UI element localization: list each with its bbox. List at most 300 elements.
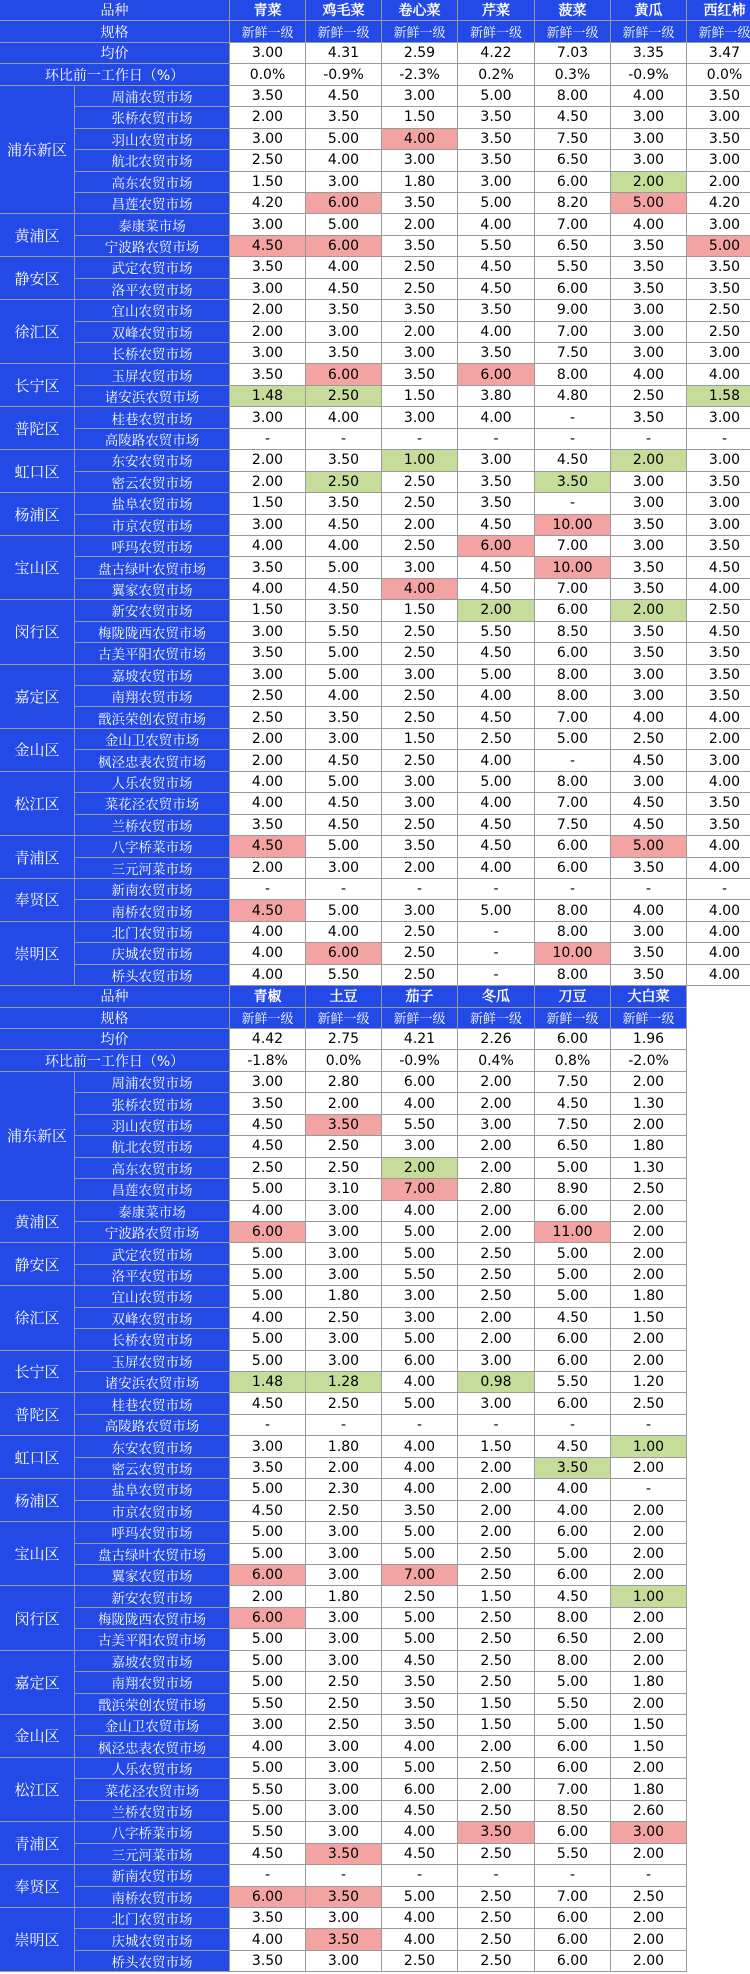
price-cell: 3.00: [306, 322, 382, 343]
price-cell: 6.00: [535, 1201, 611, 1222]
price-cell: 2.50: [306, 1308, 382, 1329]
market-name: 三元河菜市场: [75, 858, 230, 879]
price-cell: 4.50: [458, 279, 535, 300]
empty-cell: [687, 1565, 750, 1586]
average-price-label: 均价: [0, 1029, 230, 1050]
market-name: 洛平农贸市场: [75, 279, 230, 300]
price-cell: 5.00: [230, 1758, 306, 1779]
price-cell: 5.00: [535, 1243, 611, 1264]
product-spec: 新鲜一级: [611, 21, 687, 42]
market-name: 高东农贸市场: [75, 172, 230, 193]
header-category-label: 品种: [0, 986, 230, 1007]
price-cell: 4.50: [611, 793, 687, 814]
empty-cell: [687, 1651, 750, 1672]
price-cell: 5.00: [306, 557, 382, 578]
price-cell: 3.00: [306, 1522, 382, 1543]
price-cell: 2.00: [230, 729, 306, 750]
price-cell: -: [458, 1865, 535, 1886]
price-cell: -: [230, 879, 306, 900]
price-cell: 5.00: [382, 1887, 458, 1908]
price-cell: 4.50: [230, 236, 306, 257]
market-name: 八字桥菜市场: [75, 1822, 230, 1843]
price-cell: 2.50: [611, 1887, 687, 1908]
price-cell: 3.00: [382, 1286, 458, 1307]
price-cell: 7.00: [535, 1887, 611, 1908]
empty-cell: [687, 1865, 750, 1886]
empty-cell: [687, 1715, 750, 1736]
price-cell: 2.00: [611, 1629, 687, 1650]
price-cell: 3.00: [687, 515, 750, 536]
price-cell: 2.50: [382, 707, 458, 728]
market-name: 周浦农贸市场: [75, 1072, 230, 1093]
price-cell: 2.00: [458, 1201, 535, 1222]
price-cell: -: [306, 1415, 382, 1436]
market-name: 新南农贸市场: [75, 879, 230, 900]
price-cell: 3.50: [687, 815, 750, 836]
market-name: 诸安浜农贸市场: [75, 1372, 230, 1393]
district-name: 奉贤区: [0, 879, 75, 922]
price-cell: 2.00: [611, 1844, 687, 1865]
average-price-value: 4.21: [382, 1029, 458, 1050]
market-name: 东安农贸市场: [75, 1436, 230, 1457]
price-cell: 2.00: [458, 1779, 535, 1800]
price-cell: 3.00: [687, 107, 750, 128]
price-cell: 5.00: [306, 665, 382, 686]
market-name: 宁波路农贸市场: [75, 236, 230, 257]
price-cell: 2.50: [458, 1286, 535, 1307]
price-cell: 5.00: [458, 772, 535, 793]
price-cell: 2.50: [306, 1694, 382, 1715]
price-cell: 4.50: [535, 1436, 611, 1457]
price-cell: 4.50: [611, 750, 687, 771]
price-cell: 2.50: [458, 1629, 535, 1650]
price-cell: 2.50: [230, 150, 306, 171]
price-cell: -: [535, 493, 611, 514]
district-name: 长宁区: [0, 364, 75, 407]
price-cell: 2.50: [230, 686, 306, 707]
empty-cell: [687, 1629, 750, 1650]
price-cell: 1.58: [687, 386, 750, 407]
price-cell: 1.50: [458, 1436, 535, 1457]
price-cell: 3.50: [230, 1458, 306, 1479]
market-name: 航北农贸市场: [75, 1136, 230, 1157]
price-cell: 5.00: [306, 836, 382, 857]
empty-cell: [687, 1608, 750, 1629]
price-cell: 3.00: [382, 150, 458, 171]
price-cell: 4.00: [382, 1479, 458, 1500]
price-cell: 4.00: [458, 686, 535, 707]
price-cell: 1.50: [458, 1694, 535, 1715]
price-cell: 1.50: [611, 1736, 687, 1757]
price-cell: 2.50: [382, 922, 458, 943]
price-cell: 2.50: [687, 322, 750, 343]
average-price-value: 4.22: [458, 43, 535, 64]
price-cell: 0.98: [458, 1372, 535, 1393]
price-cell: 5.50: [535, 1694, 611, 1715]
market-name: 新安农贸市场: [75, 600, 230, 621]
price-cell: 4.00: [306, 257, 382, 278]
price-cell: 1.00: [611, 1586, 687, 1607]
price-cell: 2.50: [611, 729, 687, 750]
market-name: 宁波路农贸市场: [75, 1222, 230, 1243]
product-name: 鸡毛菜: [306, 0, 382, 21]
market-name: 东安农贸市场: [75, 450, 230, 471]
price-cell: 6.00: [535, 1758, 611, 1779]
price-cell: 3.00: [458, 1115, 535, 1136]
price-cell: 4.50: [306, 815, 382, 836]
price-cell: 5.00: [230, 1672, 306, 1693]
price-cell: 2.00: [458, 1136, 535, 1157]
price-cell: 5.00: [535, 729, 611, 750]
price-cell: 7.00: [535, 707, 611, 728]
product-name: 大白菜: [611, 986, 687, 1007]
market-name: 戬浜荣创农贸市场: [75, 1694, 230, 1715]
price-cell: 4.50: [230, 1844, 306, 1865]
price-cell: 4.50: [611, 815, 687, 836]
price-cell: 4.00: [230, 1201, 306, 1222]
price-cell: 6.00: [230, 1887, 306, 1908]
price-cell: 2.00: [611, 1544, 687, 1565]
price-cell: 4.00: [382, 1908, 458, 1929]
price-cell: 2.00: [611, 172, 687, 193]
price-cell: -: [611, 429, 687, 450]
price-cell: 3.50: [306, 343, 382, 364]
price-cell: -: [611, 1865, 687, 1886]
price-cell: 2.00: [458, 1501, 535, 1522]
price-cell: 4.00: [230, 943, 306, 964]
product-name: 黄瓜: [611, 0, 687, 21]
price-cell: -: [535, 429, 611, 450]
price-cell: 5.00: [306, 900, 382, 921]
price-cell: 8.20: [535, 193, 611, 214]
price-cell: 6.00: [306, 193, 382, 214]
product-spec: 新鲜一级: [611, 1008, 687, 1029]
price-cell: 6.00: [382, 1072, 458, 1093]
price-cell: 2.00: [230, 450, 306, 471]
price-cell: 4.00: [306, 922, 382, 943]
price-cell: 2.00: [230, 472, 306, 493]
price-cell: 2.00: [611, 1951, 687, 1972]
market-name: 南桥农贸市场: [75, 1887, 230, 1908]
price-cell: 3.00: [382, 407, 458, 428]
price-cell: 4.00: [230, 793, 306, 814]
price-cell: 3.50: [611, 557, 687, 578]
market-name: 新南农贸市场: [75, 1865, 230, 1886]
price-cell: 3.50: [230, 364, 306, 385]
price-cell: 3.50: [611, 643, 687, 664]
price-cell: 3.50: [458, 1822, 535, 1843]
day-change-label: 环比前一工作日（%）: [0, 64, 230, 85]
price-cell: 3.50: [458, 343, 535, 364]
price-cell: 3.00: [306, 1608, 382, 1629]
price-cell: 4.00: [306, 150, 382, 171]
price-cell: 6.00: [535, 1393, 611, 1414]
market-name: 宜山农贸市场: [75, 300, 230, 321]
district-name: 普陀区: [0, 407, 75, 450]
price-cell: 3.00: [306, 1736, 382, 1757]
price-cell: 3.00: [382, 900, 458, 921]
price-cell: 2.50: [611, 1179, 687, 1200]
price-cell: 3.00: [306, 1822, 382, 1843]
price-cell: 5.00: [230, 1629, 306, 1650]
price-cell: 4.50: [535, 1586, 611, 1607]
price-cell: 4.00: [687, 579, 750, 600]
price-cell: 5.00: [230, 1651, 306, 1672]
price-cell: 4.00: [306, 536, 382, 557]
price-cell: 3.50: [230, 257, 306, 278]
price-cell: 5.50: [382, 1265, 458, 1286]
product-spec: 新鲜一级: [230, 1008, 306, 1029]
price-cell: 6.00: [382, 1351, 458, 1372]
price-cell: 2.50: [458, 1565, 535, 1586]
price-cell: 5.00: [535, 1265, 611, 1286]
price-cell: 7.50: [535, 1115, 611, 1136]
price-cell: 4.50: [535, 1093, 611, 1114]
market-name: 桂巷农贸市场: [75, 407, 230, 428]
average-price-label: 均价: [0, 43, 230, 64]
price-cell: 4.00: [458, 322, 535, 343]
price-cell: 3.00: [230, 407, 306, 428]
price-cell: 3.00: [382, 1308, 458, 1329]
district-name: 闵行区: [0, 1586, 75, 1650]
price-cell: 4.00: [382, 1822, 458, 1843]
day-change-value: -0.9%: [611, 64, 687, 85]
price-cell: 3.50: [306, 1929, 382, 1950]
day-change-value: -1.8%: [230, 1050, 306, 1071]
price-cell: 5.00: [230, 1801, 306, 1822]
market-name: 盘古绿叶农贸市场: [75, 557, 230, 578]
price-cell: 1.50: [611, 1715, 687, 1736]
average-price-value: 3.00: [230, 43, 306, 64]
day-change-value: 0.0%: [687, 64, 750, 85]
price-cell: 6.50: [535, 236, 611, 257]
price-cell: 4.00: [230, 579, 306, 600]
price-cell: 3.00: [306, 1779, 382, 1800]
price-cell: 4.00: [458, 858, 535, 879]
price-cell: 4.50: [230, 1393, 306, 1414]
price-cell: 2.50: [382, 622, 458, 643]
empty-cell: [687, 1286, 750, 1307]
price-cell: 3.00: [306, 1329, 382, 1350]
price-cell: 5.50: [458, 622, 535, 643]
price-cell: 6.00: [535, 1951, 611, 1972]
price-cell: 1.80: [611, 1779, 687, 1800]
price-cell: 2.50: [382, 1951, 458, 1972]
price-cell: 5.00: [458, 86, 535, 107]
price-cell: 4.50: [230, 1115, 306, 1136]
price-cell: 3.50: [382, 1694, 458, 1715]
price-cell: 3.00: [687, 407, 750, 428]
price-cell: 4.00: [458, 214, 535, 235]
price-cell: 2.00: [611, 1608, 687, 1629]
market-name: 航北农贸市场: [75, 150, 230, 171]
empty-cell: [687, 1222, 750, 1243]
price-cell: 2.80: [306, 1072, 382, 1093]
price-cell: 5.00: [230, 1522, 306, 1543]
price-cell: 7.00: [382, 1179, 458, 1200]
price-cell: 2.50: [382, 943, 458, 964]
market-name: 盘古绿叶农贸市场: [75, 1544, 230, 1565]
product-name: 菠菜: [535, 0, 611, 21]
price-cell: 4.00: [687, 943, 750, 964]
price-cell: 4.50: [458, 257, 535, 278]
price-cell: 3.00: [458, 450, 535, 471]
price-cell: 1.50: [230, 172, 306, 193]
price-cell: 5.00: [611, 193, 687, 214]
price-cell: 5.00: [382, 1758, 458, 1779]
district-name: 长宁区: [0, 1351, 75, 1394]
price-cell: 1.30: [611, 1093, 687, 1114]
market-name: 三元河菜市场: [75, 1844, 230, 1865]
price-cell: 3.50: [535, 472, 611, 493]
price-cell: 3.50: [382, 1715, 458, 1736]
market-name: 高陵路农贸市场: [75, 429, 230, 450]
empty-cell: [687, 1844, 750, 1865]
price-cell: 3.00: [611, 1822, 687, 1843]
empty-cell: [687, 1372, 750, 1393]
price-cell: -: [458, 879, 535, 900]
price-cell: -: [382, 1415, 458, 1436]
empty-cell: [687, 1736, 750, 1757]
price-cell: 4.50: [458, 836, 535, 857]
price-cell: 8.00: [535, 665, 611, 686]
price-cell: -: [458, 943, 535, 964]
price-cell: 4.00: [306, 686, 382, 707]
price-cell: 7.00: [535, 1779, 611, 1800]
price-cell: 4.00: [382, 1929, 458, 1950]
price-cell: 3.00: [382, 1136, 458, 1157]
product-spec: 新鲜一级: [230, 21, 306, 42]
price-cell: 3.50: [458, 150, 535, 171]
product-spec: 新鲜一级: [382, 21, 458, 42]
district-name: 金山区: [0, 729, 75, 772]
price-cell: 1.28: [306, 1372, 382, 1393]
average-price-value: 2.59: [382, 43, 458, 64]
price-cell: 2.00: [611, 1651, 687, 1672]
district-name: 宝山区: [0, 536, 75, 600]
price-cell: 2.50: [382, 493, 458, 514]
empty-cell: [687, 986, 750, 1007]
price-cell: 1.80: [306, 1436, 382, 1457]
price-cell: 3.50: [458, 472, 535, 493]
market-name: 昌莲农贸市场: [75, 1179, 230, 1200]
price-cell: 2.80: [458, 1179, 535, 1200]
price-cell: 4.50: [306, 750, 382, 771]
price-cell: 8.00: [535, 1651, 611, 1672]
price-cell: 2.00: [611, 1351, 687, 1372]
price-cell: 2.50: [458, 1887, 535, 1908]
price-cell: 4.50: [687, 557, 750, 578]
price-cell: 4.50: [306, 86, 382, 107]
price-cell: 5.50: [230, 1694, 306, 1715]
price-cell: 3.00: [611, 107, 687, 128]
empty-cell: [687, 1115, 750, 1136]
price-cell: 2.00: [611, 600, 687, 621]
price-cell: 5.00: [535, 1158, 611, 1179]
price-cell: 3.00: [382, 86, 458, 107]
price-cell: 5.00: [230, 1179, 306, 1200]
header-spec-label: 规格: [0, 1008, 230, 1029]
price-cell: 6.00: [535, 1929, 611, 1950]
price-cell: 3.50: [306, 1115, 382, 1136]
price-cell: 4.00: [382, 1093, 458, 1114]
price-cell: 2.00: [382, 322, 458, 343]
price-cell: -: [306, 429, 382, 450]
district-name: 徐汇区: [0, 300, 75, 364]
price-cell: 2.00: [458, 1308, 535, 1329]
market-name: 梅陇陇西农贸市场: [75, 1608, 230, 1629]
price-cell: -: [458, 965, 535, 986]
price-cell: 1.80: [306, 1586, 382, 1607]
empty-cell: [687, 1050, 750, 1071]
district-name: 浦东新区: [0, 1072, 75, 1201]
price-cell: 3.50: [306, 707, 382, 728]
empty-cell: [687, 1393, 750, 1414]
price-cell: 4.00: [687, 836, 750, 857]
price-cell: 3.00: [611, 665, 687, 686]
product-name: 土豆: [306, 986, 382, 1007]
price-cell: 3.50: [306, 1844, 382, 1865]
price-cell: 3.00: [458, 1393, 535, 1414]
market-name: 庆城农贸市场: [75, 943, 230, 964]
market-name: 市京农贸市场: [75, 1501, 230, 1522]
price-cell: -: [458, 429, 535, 450]
market-name: 桥头农贸市场: [75, 965, 230, 986]
price-cell: 4.50: [535, 107, 611, 128]
price-cell: 2.50: [611, 386, 687, 407]
price-cell: -: [230, 429, 306, 450]
day-change-value: 0.0%: [230, 64, 306, 85]
price-cell: 1.00: [382, 450, 458, 471]
price-cell: 1.20: [611, 1372, 687, 1393]
price-cell: 2.50: [611, 1393, 687, 1414]
market-name: 嘉坡农贸市场: [75, 665, 230, 686]
price-cell: 2.00: [611, 1072, 687, 1093]
price-cell: 3.00: [306, 1565, 382, 1586]
price-cell: 4.50: [306, 279, 382, 300]
price-cell: 5.00: [382, 1222, 458, 1243]
price-cell: 2.50: [306, 1158, 382, 1179]
price-cell: 2.00: [382, 858, 458, 879]
market-name: 翼家农贸市场: [75, 1565, 230, 1586]
product-name: 卷心菜: [382, 0, 458, 21]
price-cell: 2.50: [458, 1265, 535, 1286]
market-name: 武定农贸市场: [75, 1243, 230, 1264]
price-cell: 4.50: [382, 1651, 458, 1672]
price-cell: 4.00: [230, 1929, 306, 1950]
price-cell: 2.50: [306, 1715, 382, 1736]
price-cell: 2.50: [306, 1501, 382, 1522]
price-cell: 3.00: [458, 172, 535, 193]
price-cell: -: [535, 750, 611, 771]
price-cell: 9.00: [535, 300, 611, 321]
product-spec: 新鲜一级: [458, 21, 535, 42]
district-name: 松江区: [0, 772, 75, 836]
price-cell: -: [535, 879, 611, 900]
empty-cell: [687, 1158, 750, 1179]
price-cell: 4.00: [687, 772, 750, 793]
price-cell: 3.00: [687, 150, 750, 171]
price-cell: 7.50: [535, 129, 611, 150]
price-cell: 4.50: [535, 450, 611, 471]
district-name: 黄浦区: [0, 214, 75, 257]
price-cell: 4.00: [611, 364, 687, 385]
price-cell: 2.00: [230, 858, 306, 879]
average-price-value: 2.75: [306, 1029, 382, 1050]
market-name: 古美平阳农贸市场: [75, 643, 230, 664]
price-cell: 8.00: [535, 686, 611, 707]
price-cell: 6.00: [535, 836, 611, 857]
